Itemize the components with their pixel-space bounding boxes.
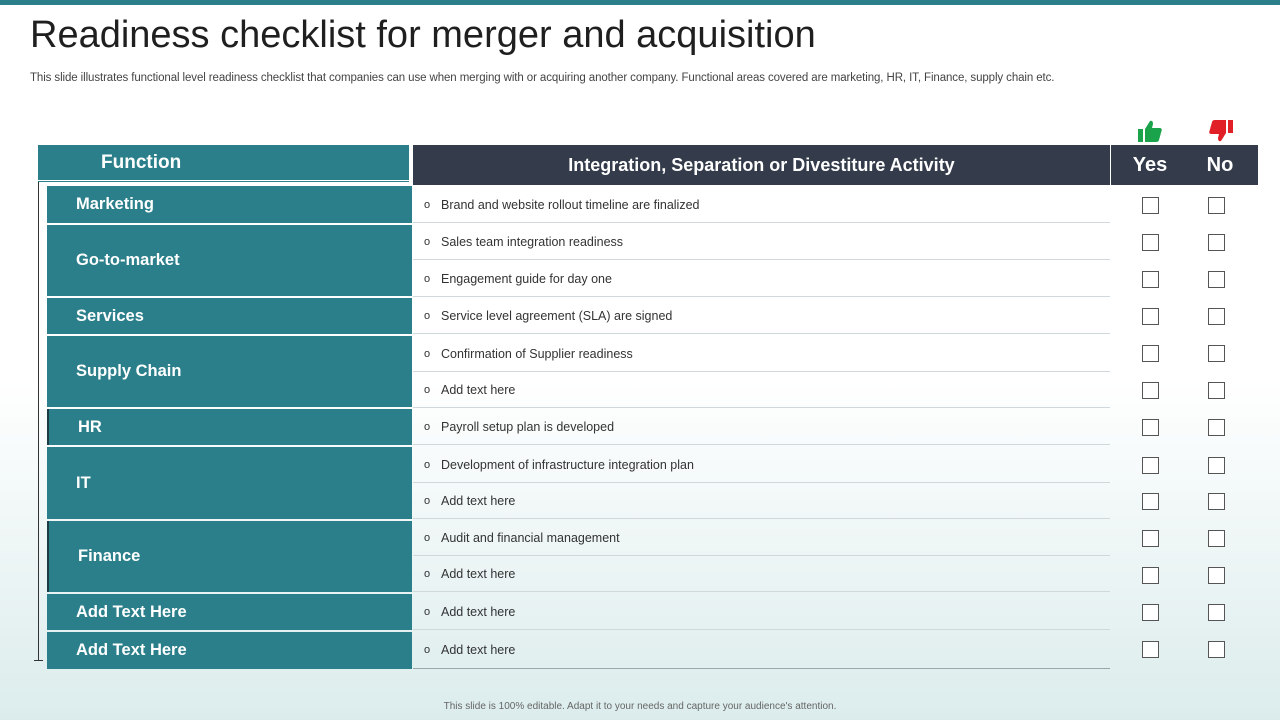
function-label: Add Text Here <box>76 641 187 659</box>
activity-row <box>413 372 1110 408</box>
function-cell <box>47 521 412 592</box>
no-checkbox[interactable] <box>1208 567 1225 584</box>
yes-checkbox[interactable] <box>1142 382 1159 399</box>
yes-checkbox[interactable] <box>1142 604 1159 621</box>
no-checkbox[interactable] <box>1208 197 1225 214</box>
bullet-icon: o <box>424 272 431 285</box>
activity-header: Integration, Separation or Divestiture Activity <box>413 145 1110 185</box>
activity-row <box>413 556 1110 592</box>
bullet-icon: o <box>424 605 431 618</box>
no-checkbox[interactable] <box>1208 493 1225 510</box>
activity-text: Confirmation of Supplier readiness <box>441 346 633 361</box>
no-checkbox[interactable] <box>1208 641 1225 658</box>
activity-row <box>413 261 1110 297</box>
activity-row <box>413 447 1110 483</box>
no-checkbox[interactable] <box>1208 457 1225 474</box>
bullet-icon: o <box>424 309 431 322</box>
bullet-icon: o <box>424 383 431 396</box>
page-subtitle: This slide illustrates functional level readiness checklist that companies can use when merging with or acquiring another company. Functional areas covered are marketing, HR, IT, Finance, supply chain etc. <box>30 72 1055 84</box>
function-column-tick <box>34 660 43 661</box>
yes-checkbox[interactable] <box>1142 345 1159 362</box>
bullet-icon: o <box>424 531 431 544</box>
yes-checkbox[interactable] <box>1142 493 1159 510</box>
activity-text: Add text here <box>441 604 516 619</box>
function-header-underline <box>38 181 409 182</box>
yes-checkbox[interactable] <box>1142 457 1159 474</box>
activity-text: Audit and financial management <box>441 530 620 545</box>
bullet-icon: o <box>424 644 431 656</box>
activity-text: Payroll setup plan is developed <box>441 419 615 434</box>
no-checkbox[interactable] <box>1208 234 1225 251</box>
activity-text: Add text here <box>441 566 516 581</box>
activity-row <box>413 520 1110 556</box>
activity-row <box>413 483 1110 519</box>
function-cell <box>47 186 412 223</box>
function-label: Go-to-market <box>76 251 180 269</box>
activity-row <box>413 409 1110 445</box>
activity-row <box>413 224 1110 260</box>
bullet-icon: o <box>424 235 431 248</box>
thumbs-down-icon <box>1208 118 1234 144</box>
function-cell <box>47 447 412 519</box>
activity-text: Brand and website rollout timeline are finalized <box>441 197 700 212</box>
no-checkbox[interactable] <box>1208 382 1225 399</box>
activity-row <box>413 594 1110 630</box>
no-header: No <box>1206 154 1234 176</box>
function-cell <box>47 632 412 669</box>
function-cell <box>47 594 412 630</box>
function-label: Add Text Here <box>76 602 187 621</box>
activity-text: Development of infrastructure integration plan <box>441 457 694 472</box>
function-cell <box>47 409 412 445</box>
no-checkbox[interactable] <box>1208 271 1225 288</box>
top-accent-bar <box>0 0 1280 5</box>
activity-text: Service level agreement (SLA) are signed <box>441 308 673 323</box>
yes-checkbox[interactable] <box>1142 567 1159 584</box>
thumbs-up-icon <box>1137 118 1163 144</box>
activity-bottom-border <box>413 668 1110 669</box>
activity-text: Add text here <box>441 493 516 508</box>
activity-text: Engagement guide for day one <box>441 271 612 286</box>
activity-text: Add text here <box>441 382 516 397</box>
activity-text: Add text here <box>441 643 516 657</box>
bullet-icon: o <box>424 347 431 360</box>
function-cell <box>47 225 412 296</box>
yes-checkbox[interactable] <box>1142 419 1159 436</box>
page-title: Readiness checklist for merger and acquisition <box>30 14 816 56</box>
function-label: Finance <box>78 547 141 565</box>
function-label: Services <box>76 306 144 325</box>
yes-checkbox[interactable] <box>1142 530 1159 547</box>
function-header: Function <box>38 145 409 180</box>
bullet-icon: o <box>424 494 431 507</box>
activity-row <box>413 336 1110 372</box>
no-checkbox[interactable] <box>1208 308 1225 325</box>
yes-checkbox[interactable] <box>1142 641 1159 658</box>
activity-row <box>413 632 1110 668</box>
no-checkbox[interactable] <box>1208 419 1225 436</box>
yes-checkbox[interactable] <box>1142 271 1159 288</box>
function-label: HR <box>78 417 102 436</box>
yes-checkbox[interactable] <box>1142 308 1159 325</box>
bullet-icon: o <box>424 420 431 433</box>
bullet-icon: o <box>424 458 431 471</box>
function-label: Supply Chain <box>76 362 182 380</box>
function-label: IT <box>76 473 91 492</box>
no-checkbox[interactable] <box>1208 604 1225 621</box>
activity-row <box>413 187 1110 223</box>
no-checkbox[interactable] <box>1208 345 1225 362</box>
no-checkbox[interactable] <box>1208 530 1225 547</box>
footer-note: This slide is 100% editable. Adapt it to your needs and capture your audience's attention. <box>443 701 837 712</box>
bullet-icon: o <box>424 198 431 211</box>
yes-header: Yes <box>1132 154 1168 176</box>
yes-checkbox[interactable] <box>1142 197 1159 214</box>
activity-text: Sales team integration readiness <box>441 234 624 249</box>
activity-row <box>413 298 1110 334</box>
yes-checkbox[interactable] <box>1142 234 1159 251</box>
bullet-icon: o <box>424 567 431 580</box>
function-column-divider <box>38 182 39 660</box>
function-cell <box>47 336 412 407</box>
function-label: Marketing <box>76 195 154 213</box>
function-cell <box>47 298 412 334</box>
